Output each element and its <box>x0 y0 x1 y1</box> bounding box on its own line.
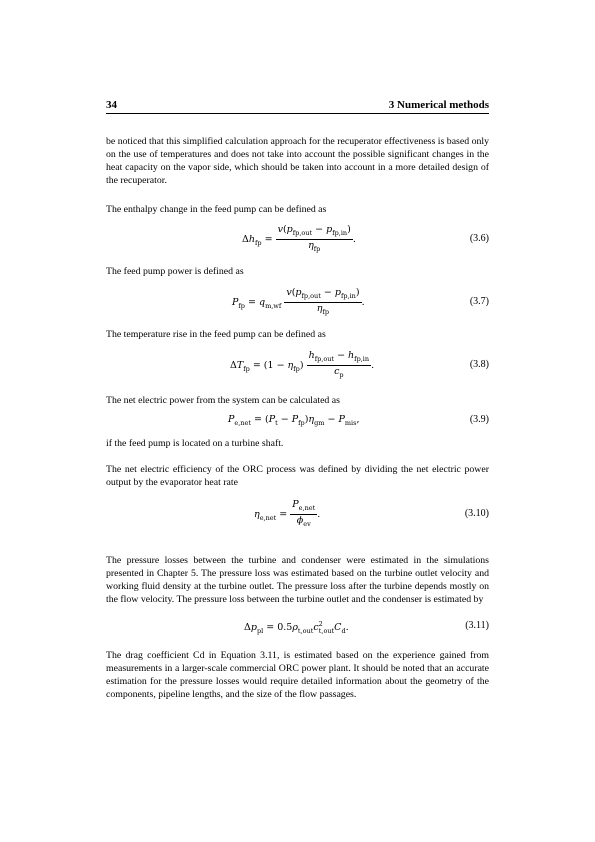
running-header <box>106 99 489 113</box>
equation-number: (3.8) <box>469 359 489 370</box>
paragraph-turbine-shaft: if the feed pump is located on a turbine shaft. <box>106 438 284 449</box>
paragraph-net-efficiency: The net electric efficiency of the ORC process was defined by dividing the net electric power output by the evaporator heat rate <box>106 464 489 488</box>
formula-3-11: $\Delta p_{pl} = 0.5\rho_{t,out}c^2_{t,out}C_d$. <box>244 620 349 635</box>
paragraph-temperature-rise: The temperature rise in the feed pump can be defined as <box>106 329 326 340</box>
equation-number: (3.11) <box>465 620 489 631</box>
equation-number: (3.6) <box>469 233 489 244</box>
formula-3-9: $P_{e,net} = (P_t - P_{fp})\eta_{gm} - P_{mis}$, <box>228 414 360 427</box>
formula-3-8: $\Delta T_{fp} = (1 - \eta_{fp})$ $\frac{h_{fp,out} - h_{fp,in}}{c_p}$ . <box>230 350 375 379</box>
equation-number: (3.7) <box>469 296 489 307</box>
equation-3-6 <box>106 222 489 254</box>
formula-3-7: $P_{fp} = q_{m,wf}$ $\frac{v(p_{fp,out} - p_{fp,in})}{\eta_{fp}}$ . <box>232 287 365 316</box>
paragraph-pressure-losses: The pressure losses between the turbine and condenser were estimated in the simulations presented in Chapter 5. The pressure loss was estimated based on the turbine outlet velocity and working fluid density at the turbine outlet. The pressure loss after the turbine depends mostly on the flow velocity. The pressure loss between the turbine outlet and the condenser is estimated by <box>106 555 489 605</box>
formula-3-10: $\eta_{e,net}$ = $\frac{P_{e,net}}{\phi_{ev}}$ . <box>254 499 321 528</box>
equation-3-8 <box>106 348 489 380</box>
equation-3-7 <box>106 285 489 317</box>
page-number: 34 <box>106 99 117 111</box>
equation-number: (3.9) <box>469 414 489 425</box>
equation-3-10 <box>106 497 489 529</box>
paragraph-recuperator: be noticed that this simplified calculation approach for the recuperator effectiveness is based only on the use of temperatures and does not take into account the possible significant changes in the heat capacity on the vapor side, which should be taken into account in a more detailed design of the recuperator. <box>106 136 489 186</box>
equation-3-9 <box>106 414 489 430</box>
formula-3-6: $\Delta h_{fp}$ = $\frac{v(p_{fp,out} - p_{fp,in})}{\eta_{fp}}$ . <box>242 224 356 253</box>
paragraph-enthalpy: The enthalpy change in the feed pump can be defined as <box>106 204 327 215</box>
paragraph-net-power: The net electric power from the system can be calculated as <box>106 395 340 406</box>
paragraph-pump-power: The feed pump power is defined as <box>106 266 244 277</box>
equation-number: (3.10) <box>464 508 489 519</box>
header-rule <box>106 113 489 114</box>
chapter-title: 3 Numerical methods <box>388 99 489 111</box>
equation-3-11 <box>106 620 489 636</box>
paragraph-drag-coefficient: The drag coefficient Cd in Equation 3.11, is estimated based on the experience gained from measurements in a larger-scale commercial ORC power plant. It should be noted that an accurate estimation for the pressure losses would require detailed information about the geometry of the components, pipeline lengths, and the size of the flow passages. <box>106 650 489 700</box>
